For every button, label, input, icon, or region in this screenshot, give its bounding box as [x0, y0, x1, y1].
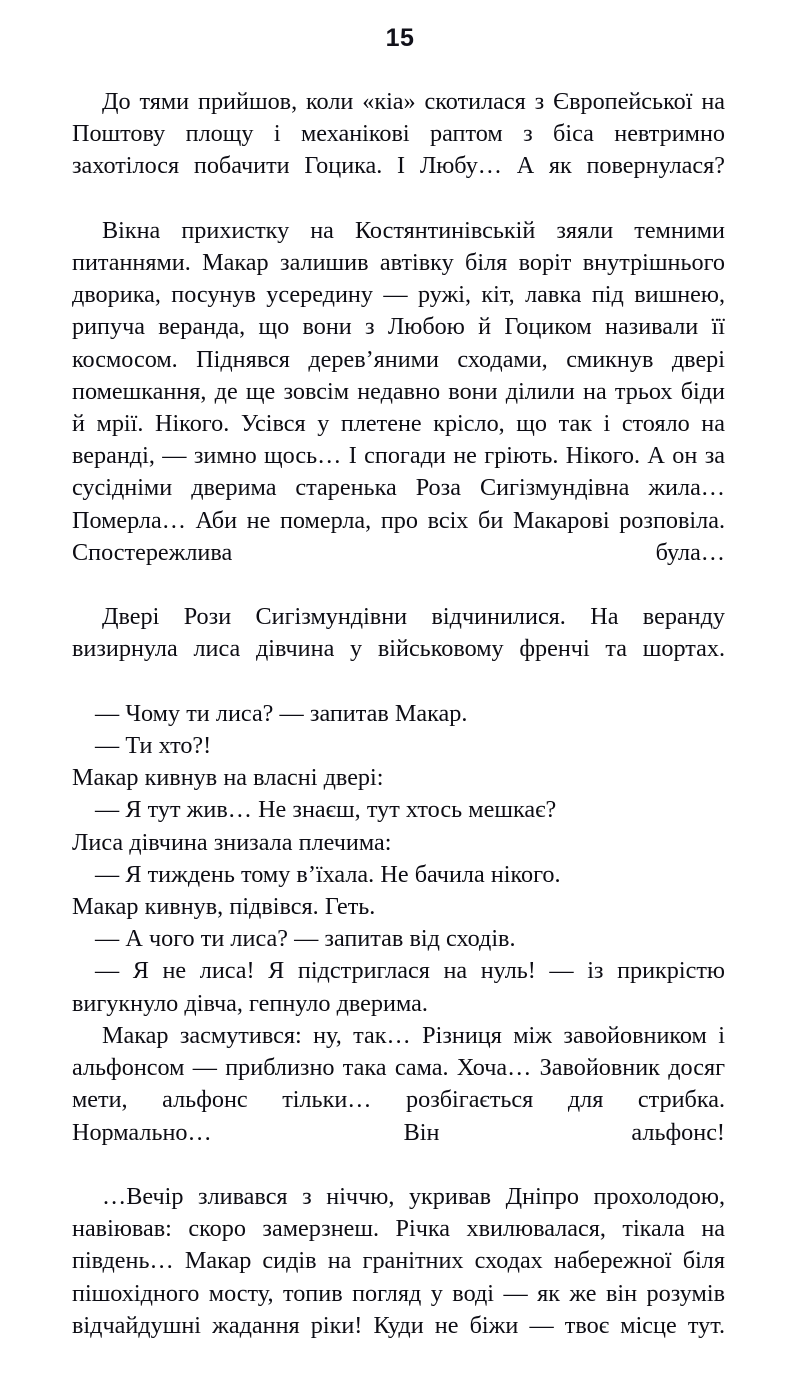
dialogue-line: — Ти хто?! [95, 732, 212, 760]
body-paragraph: Макар засмутився: ну, так… Різниця між завойовником і альфонсом — приблизно така сама. Хоча… Завойовник досяг мети, альфонс тільки… розбігається для стрибка. Нормально… Він альфонс! [72, 1021, 725, 1146]
body-paragraph: Вікна прихистку на Костянтинівській зяяли темними питаннями. Макар залишив автівку біля воріт внутрішнього дворика, посунув усередину — ружі, кіт, лавка під вишнею, рипуча веранда, що вони з Любою й Гоциком називали її космосом. Піднявся дерев’яними сходами, смикнув двері помешкання, де ще зовсім недавно вони ділили на трьох біди й мрії. Нікого. Усівся у плетене крісло, що так і стояло на веранді, — зимно щось… І спогади не гріють. Нікого. А он за сусідніми дверима старенька Роза Сигізмундівна жила… Померла… Аби не померла, про всіх би Макарові розповіла. Спостережлива була… [72, 216, 725, 566]
dialogue-line: — Я не лиса! Я підстриглася на нуль! — із прикрістю вигукнуло дівча, гепнуло дверима. [72, 957, 725, 1017]
dialogue-line: — Я тиждень тому в’їхала. Не бачила нікого. [95, 860, 561, 888]
page-number: 15 [385, 24, 415, 52]
body-paragraph: Лиса дівчина знизала плечима: [72, 828, 392, 856]
body-paragraph: …Вечір зливався з ніччю, укривав Дніпро прохолодою, навіював: скоро замерзнеш. Річка хвилювалася, тікала на південь… Макар сидів на гранітних сходах набережної біля пішохідного мосту, топив погляд у воді — як же він розумів відчайдушні жадання ріки! Куди не біжи — твоє місце тут. [72, 1182, 725, 1339]
body-paragraph: Макар кивнув, підвівся. Геть. [72, 893, 376, 921]
dialogue-line: — А чого ти лиса? — запитав від сходів. [95, 925, 516, 953]
body-text-block [72, 86, 725, 1374]
body-paragraph: До тями прийшов, коли «кіа» скотилася з Європейської на Поштову площу і механікові раптом з біса невтримно захотілося побачити Гоцика. І Любу… А як повернулася? [72, 88, 725, 180]
dialogue-line: — Чому ти лиса? — запитав Макар. [95, 699, 468, 727]
body-paragraph: Макар кивнув на власні двері: [72, 764, 384, 792]
body-paragraph: Двері Рози Сигізмундівни відчинилися. На веранду визирнула лиса дівчина у військовому френчі та шортах. [72, 603, 725, 663]
dialogue-line: — Я тут жив… Не знаєш, тут хтось мешкає? [95, 796, 557, 824]
